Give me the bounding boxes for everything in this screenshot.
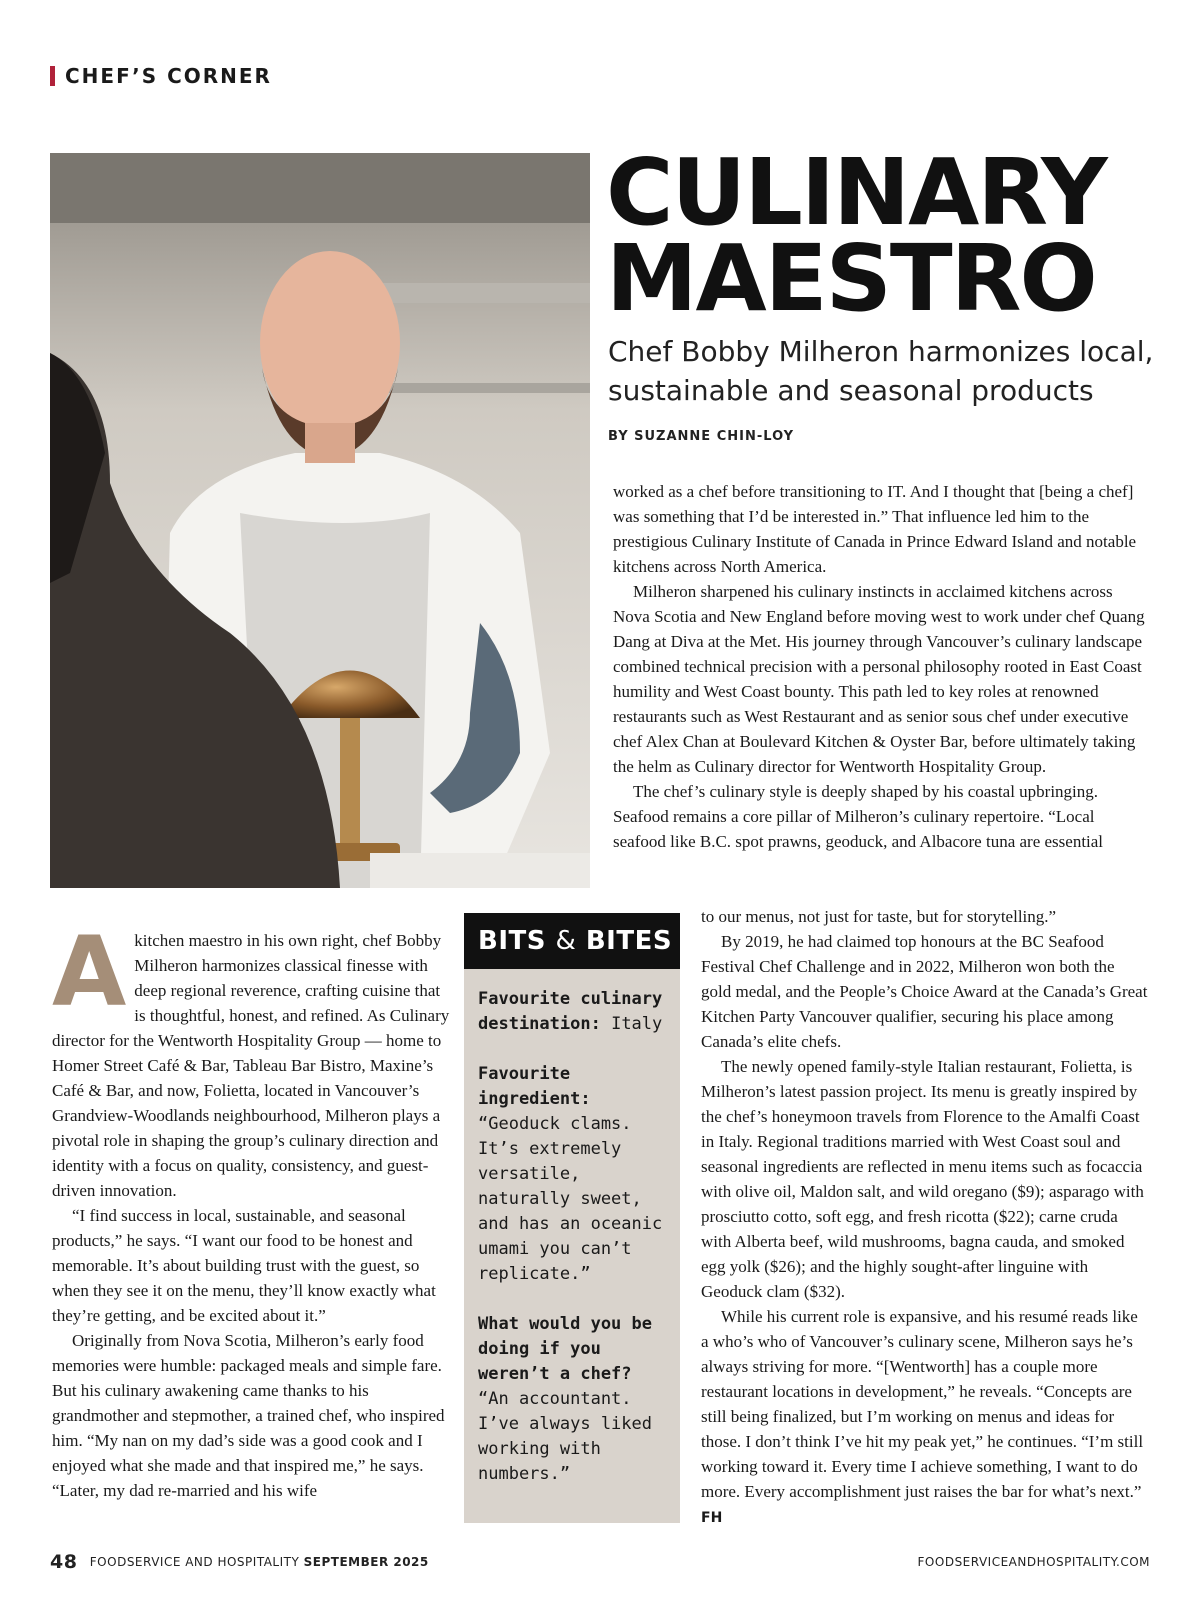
section-label-text: CHEF’S CORNER	[65, 64, 272, 88]
sidebar-answer: “Geoduck clams. It’s extremely versatile, naturally sweet, and has an oceanic umami you can’t replicate.”	[478, 1114, 663, 1284]
sidebar-qa-item	[478, 1312, 666, 1487]
sidebar-qa-item	[478, 1062, 666, 1287]
sidebar-question: Favourite ingredient:	[478, 1064, 591, 1109]
sidebar-title-part2: BITES	[585, 926, 673, 956]
sidebar-answer: Italy	[611, 1014, 663, 1034]
publication-name: FOODSERVICE AND HOSPITALITY	[89, 1555, 300, 1569]
article-paragraph: Originally from Nova Scotia, Milheron’s early food memories were humble: packaged meals and simple fare. But his culinary awakening came thanks to his grandmother and stepmother, a trained chef, who inspired him. “My nan on my dad’s side was a good cook and I enjoyed what she made and that inspired me,” he says. “Later, my dad re-married and his wife	[52, 1331, 445, 1500]
sidebar-title-part1: BITS	[478, 926, 546, 956]
article-paragraph: kitchen maestro in his own right, chef Bobby Milheron harmonizes classical finesse with deep regional reverence, crafting cuisine that is thoughtful, honest, and refined. As Culinary director for the Wentworth Hospitality Group — home to Homer Street Café & Bar, Tableau Bar Bistro, Maxine’s Café & Bar, and now, Folietta, located in Vancouver’s Grandview-Woodlands neighbourhood, Milheron plays a pivotal role in shaping the group’s culinary direction and identity with a focus on quality, consistency, and guest-driven innovation.	[52, 931, 450, 1200]
article-column-right-bottom	[701, 904, 1148, 1531]
section-label	[50, 64, 272, 88]
sidebar-answer: “An accountant. I’ve always liked working with numbers.”	[478, 1389, 652, 1484]
page-footer	[50, 1551, 1150, 1573]
sidebar-body	[464, 969, 680, 1487]
bits-and-bites-sidebar	[464, 913, 680, 1523]
article-paragraph: Milheron sharpened his culinary instincts in acclaimed kitchens across Nova Scotia and New England before moving west to work under chef Quang Dang at Diva at the Met. His journey through Vancouver’s culinary landscape combined technical precision with a personal philosophy rooted in East Coast humility and West Coast bounty. This path led to key roles at renowned restaurants such as West Restaurant and as senior sous chef under executive chef Alex Chan at Boulevard Kitchen & Oyster Bar, before ultimately taking the helm as Culinary director for Wentworth Hospitality Group.	[613, 582, 1145, 776]
chef-photo	[50, 153, 590, 888]
website-link[interactable]: FOODSERVICEANDHOSPITALITY.COM	[917, 1555, 1150, 1569]
article-paragraph: to our menus, not just for taste, but for storytelling.”	[701, 907, 1057, 926]
sidebar-question: Favourite culinary destination:	[478, 989, 663, 1034]
sidebar-title	[464, 913, 680, 969]
sidebar-question: What would you be doing if you weren’t a chef?	[478, 1314, 652, 1384]
headline-line1: CULINARY	[606, 139, 1106, 246]
page-number: 48	[50, 1551, 78, 1573]
end-mark: FH	[701, 1510, 723, 1526]
dek: Chef Bobby Milheron harmonizes local, sustainable and seasonal products	[608, 335, 1154, 407]
chef-photo-illustration	[50, 153, 590, 888]
dropcap: A	[52, 916, 127, 1028]
article-paragraph-last	[701, 1304, 1148, 1531]
article-paragraph: The newly opened family-style Italian restaurant, Folietta, is Milheron’s latest passion project. Its menu is greatly inspired by the chef’s honeymoon travels from Florence to the Amalfi Coast in Italy. Regional traditions married with West Coast soul and seasonal ingredients are reflected in menu items such as focaccia with olive oil, Maldon salt, and wild oregano ($9); asparago with prosciutto cotto, soft egg, and fresh ricotta ($22); carne cruda with Alberta beef, wild mushrooms, bagna cauda, and smoked egg yolk ($26); and the highly sought-after linguine with Geoduck clam ($32).	[701, 1057, 1144, 1301]
article-column-right-top	[613, 479, 1148, 854]
headline-line2: MAESTRO	[606, 225, 1096, 332]
article-paragraph-text: While his current role is expansive, and his resumé reads like a who’s who of Vancouver’s culinary scene, Milheron says he’s always striving for more. “[Wentworth] has a couple more restaurant locations in development,” he reveals. “Concepts are still being finalized, but I’m working on menus and ideas for those. I don’t think I’ve hit my peak yet,” he continues. “I’m still working toward it. Every time I achieve something, I want to do more. Every accomplishment just raises the bar for what’s next.”	[701, 1307, 1144, 1501]
article-column-left	[52, 916, 452, 1503]
section-accent-bar	[50, 66, 55, 86]
article-paragraph: The chef’s culinary style is deeply shaped by his coastal upbringing. Seafood remains a core pillar of Milheron’s culinary repertoire. “Local seafood like B.C. spot prawns, geoduck, and Albacore tuna are essential	[613, 782, 1104, 851]
byline: BY SUZANNE CHIN-LOY	[608, 429, 795, 444]
sidebar-qa-item	[478, 987, 666, 1037]
article-paragraph: By 2019, he had claimed top honours at the BC Seafood Festival Chef Challenge and in 2022, Milheron won both the gold medal, and the People’s Choice Award at the Canada’s Great Kitchen Party Vancouver qualifier, securing his place among Canada’s elite chefs.	[701, 932, 1148, 1051]
issue-date: SEPTEMBER 2025	[303, 1555, 429, 1569]
sidebar-title-amp: &	[555, 926, 577, 956]
article-paragraph: “I find success in local, sustainable, and seasonal products,” he says. “I want our food to be honest and memorable. It’s about building trust with the guest, so when they see it on the menu, they’ll know exactly what they’re getting, and be excited about it.”	[52, 1206, 436, 1325]
headline	[606, 139, 1106, 332]
article-paragraph: worked as a chef before transitioning to IT. And I thought that [being a chef] was something that I’d be interested in.” That influence led him to the prestigious Culinary Institute of Canada in Prince Edward Island and notable kitchens across North America.	[613, 482, 1137, 576]
